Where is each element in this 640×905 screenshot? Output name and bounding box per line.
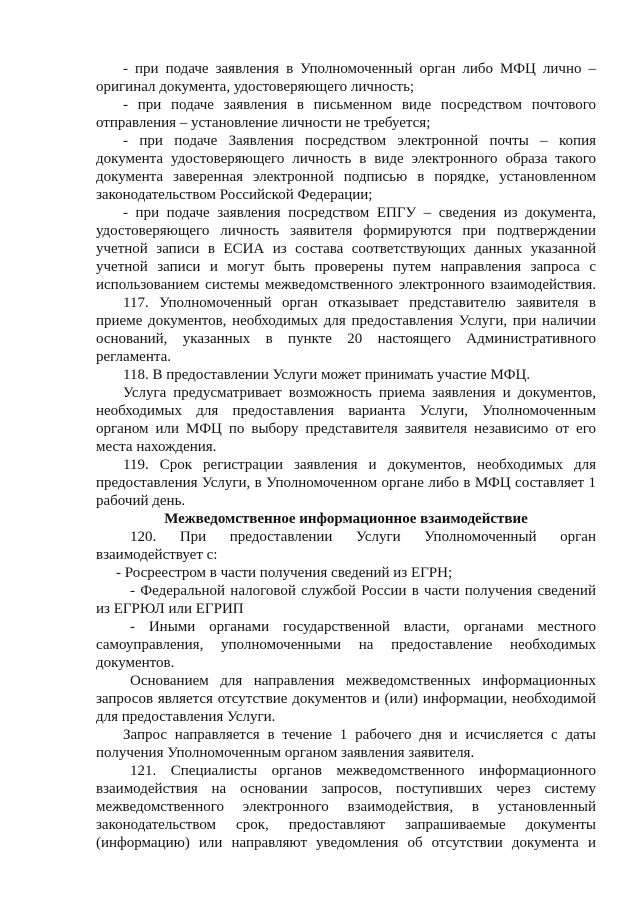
text-line: Услуга предусматривает возможность приема заявления и документов, [123, 385, 596, 401]
text-line: Запрос направляется в течение 1 рабочего дня и исчисляется с даты [123, 727, 596, 743]
text-line: (информацию) или направляют уведомления об отсутствии документа и [96, 835, 596, 851]
text-line: учетной записи в ЕСИА из состава соответствующих данных указанной [96, 241, 596, 257]
text-line: - при подаче заявления в письменном виде посредством почтового [123, 97, 596, 113]
text-line: органом или МФЦ по выбору представителя заявителя независимо от его [96, 421, 596, 437]
text-line: предоставления Услуги, в Уполномоченном органе либо в МФЦ составляет 1 [96, 475, 596, 491]
text-line: - при подаче Заявления посредством электронной почты – копия [123, 133, 596, 149]
text-line: - при подаче заявления посредством ЕПГУ – сведения из документа, [123, 205, 596, 221]
text-line: - Федеральной налоговой службой России в части получения сведений [130, 583, 596, 599]
text-line: оснований, указанных в пункте 20 настоящего Административного [96, 331, 596, 347]
text-line: запросов является отсутствие документов и (или) информации, необходимой [96, 691, 596, 707]
text-line: - при подаче заявления в Уполномоченный орган либо МФЦ лично – [123, 61, 596, 77]
text-line: получения Уполномоченным органом заявления заявителя. [96, 745, 475, 761]
text-line: учетной записи и могут быть проверены путем направления запроса с [96, 259, 596, 275]
text-line: законодательством срок, предоставляют запрашиваемые документы [96, 817, 596, 833]
text-line: межведомственного электронного взаимодействия, в установленный [96, 799, 596, 815]
text-line: 121. Специалисты органов межведомственного информационного [130, 763, 596, 779]
text-line: Основанием для направления межведомственных информационных [130, 673, 596, 689]
text-line: 117. Уполномоченный орган отказывает представителю заявителя в [123, 295, 596, 311]
text-line: регламента. [96, 349, 172, 365]
text-line: из ЕГРЮЛ или ЕГРИП [96, 601, 244, 617]
text-line: 119. Срок регистрации заявления и документов, необходимых для [123, 457, 596, 473]
text-line: 118. В предоставлении Услуги может принимать участие МФЦ. [123, 367, 531, 383]
text-line: взаимодействия на основании запросов, поступивших через систему [96, 781, 596, 797]
text-line: необходимых для предоставления варианта Услуги, Уполномоченным [96, 403, 596, 419]
text-line: документа заверенная электронной подписью в порядке, установленном [96, 169, 596, 185]
section-heading: Межведомственное информационное взаимодействие [164, 511, 528, 527]
text-line: использованием системы межведомственного электронного взаимодействия. [96, 277, 596, 293]
text-line: рабочий день. [96, 493, 186, 509]
text-line: взаимодействует с: [96, 547, 218, 563]
text-line: - Росреестром в части получения сведений из ЕГРН; [116, 565, 453, 581]
text-line: документа удостоверяющего личность в виде электронного образа такого [96, 151, 596, 167]
text-line: - Иными органами государственной власти, органами местного [130, 619, 596, 635]
text-line: 120. При предоставлении Услуги Уполномоченный орган [130, 529, 596, 545]
text-line: отправления – установление личности не требуется; [96, 115, 431, 131]
text-line: документов. [96, 655, 175, 671]
text-line: оригинал документа, удостоверяющего личность; [96, 79, 415, 95]
text-line: удостоверяющего личность заявителя формируются при подтверждении [96, 223, 596, 239]
text-line: законодательством Российской Федерации; [96, 187, 373, 203]
text-line: для предоставления Услуги. [96, 709, 276, 725]
text-line: места нахождения. [96, 439, 217, 455]
text-line: самоуправления, уполномоченными на предоставление необходимых [96, 637, 596, 653]
text-line: приеме документов, необходимых для предоставления Услуги, при наличии [96, 313, 596, 329]
